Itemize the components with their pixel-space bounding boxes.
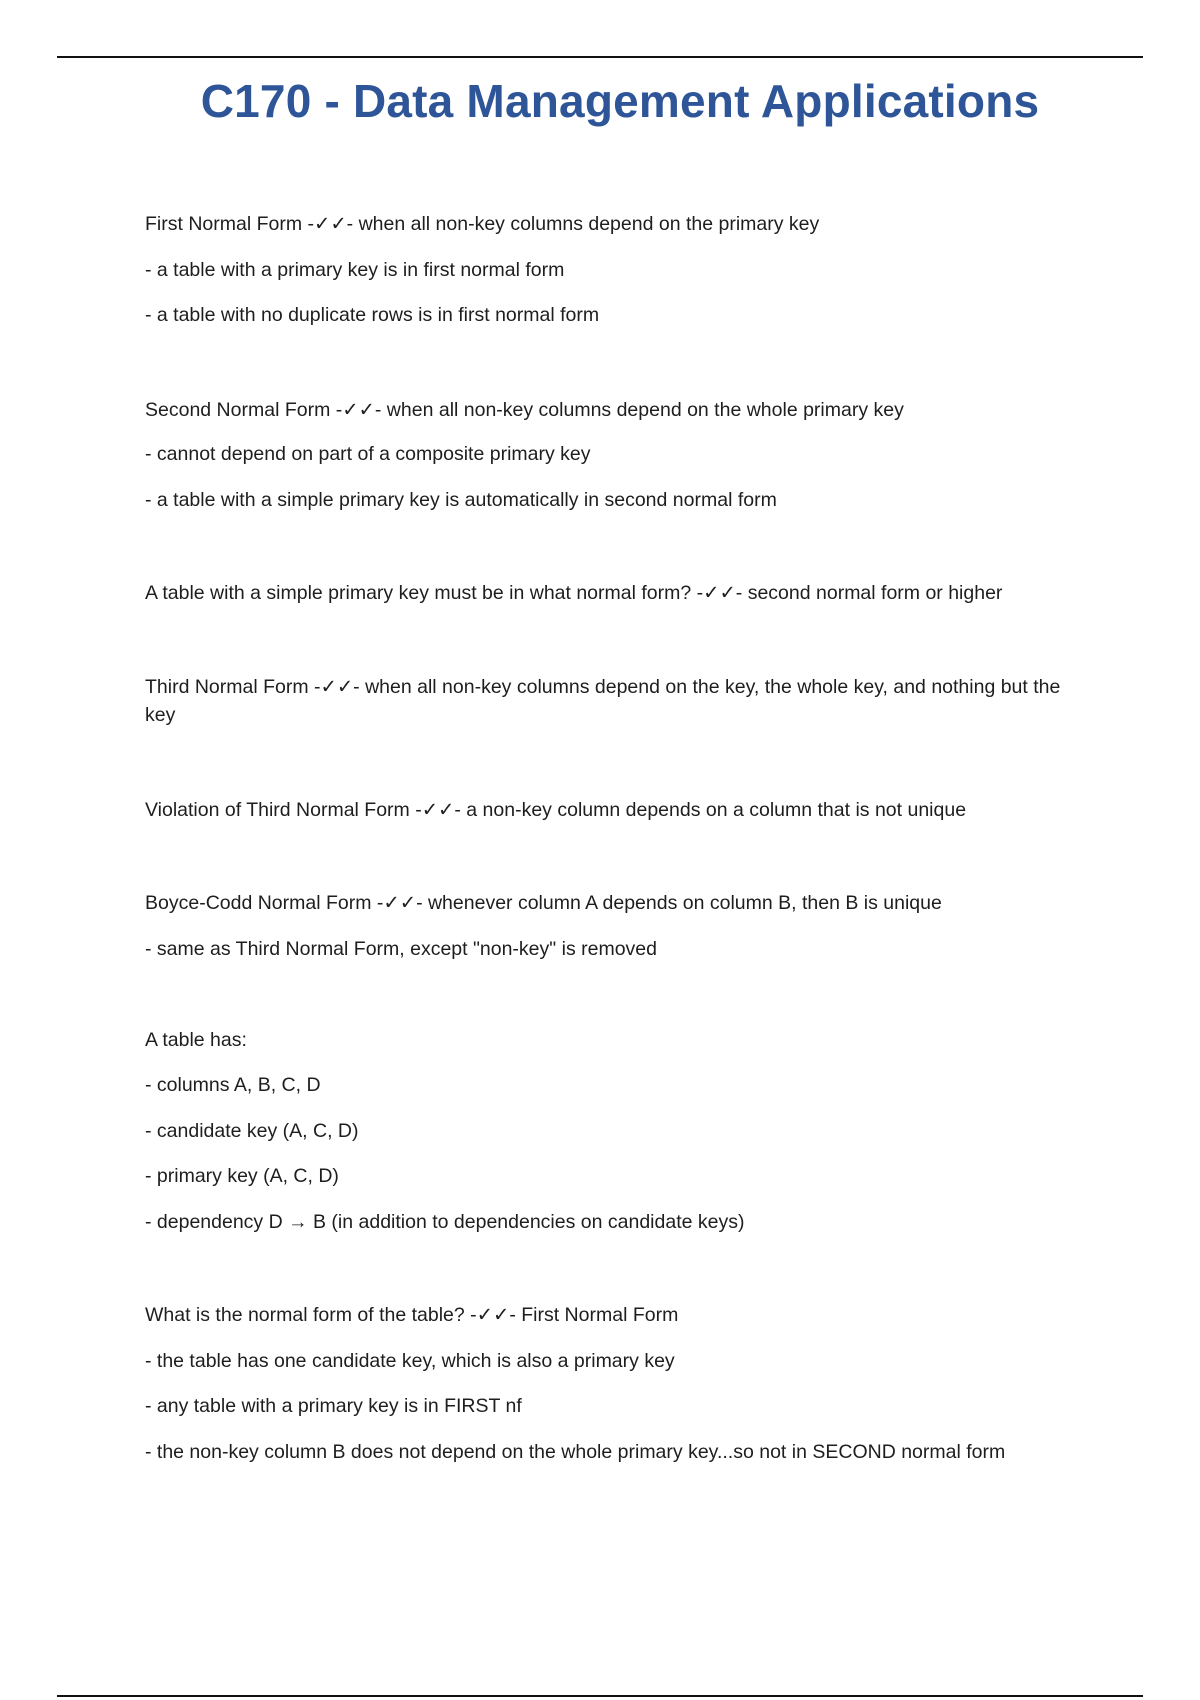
text-line: - the table has one candidate key, which is also a primary key	[145, 1350, 675, 1372]
text-line: - same as Third Normal Form, except "non-key" is removed	[145, 938, 657, 960]
text-line: Boyce-Codd Normal Form -✓✓- whenever column A depends on column B, then B is unique	[145, 892, 942, 914]
top-rule	[57, 56, 1143, 58]
text-line: - a table with a primary key is in first normal form	[145, 259, 565, 281]
text-line: - columns A, B, C, D	[145, 1074, 321, 1096]
text-line: - any table with a primary key is in FIRST nf	[145, 1395, 522, 1417]
text-line: - a table with no duplicate rows is in first normal form	[145, 304, 600, 326]
text-line: A table has:	[145, 1029, 247, 1051]
text-line: Third Normal Form -✓✓- when all non-key columns depend on the key, the whole key, and nothing but the key	[145, 676, 1061, 726]
text-line: First Normal Form -✓✓- when all non-key columns depend on the primary key	[145, 213, 820, 235]
bottom-rule	[57, 1695, 1143, 1697]
text-line: - the non-key column B does not depend on the whole primary key...so not in SECOND normal form	[145, 1441, 1006, 1463]
text-line: - dependency D → B (in addition to dependencies on candidate keys)	[145, 1211, 745, 1233]
text-line: What is the normal form of the table? -✓✓- First Normal Form	[145, 1304, 679, 1326]
text-line: - primary key (A, C, D)	[145, 1165, 339, 1187]
text-line: Violation of Third Normal Form -✓✓- a non-key column depends on a column that is not unique	[145, 799, 967, 821]
document-title: C170 - Data Management Applications	[200, 75, 1040, 127]
text-line: - cannot depend on part of a composite primary key	[145, 443, 591, 465]
text-line: A table with a simple primary key must be in what normal form? -✓✓- second normal form or higher	[145, 582, 1003, 604]
text-line: - candidate key (A, C, D)	[145, 1120, 359, 1142]
text-line: Second Normal Form -✓✓- when all non-key columns depend on the whole primary key	[145, 399, 904, 421]
text-line: - a table with a simple primary key is automatically in second normal form	[145, 489, 777, 511]
